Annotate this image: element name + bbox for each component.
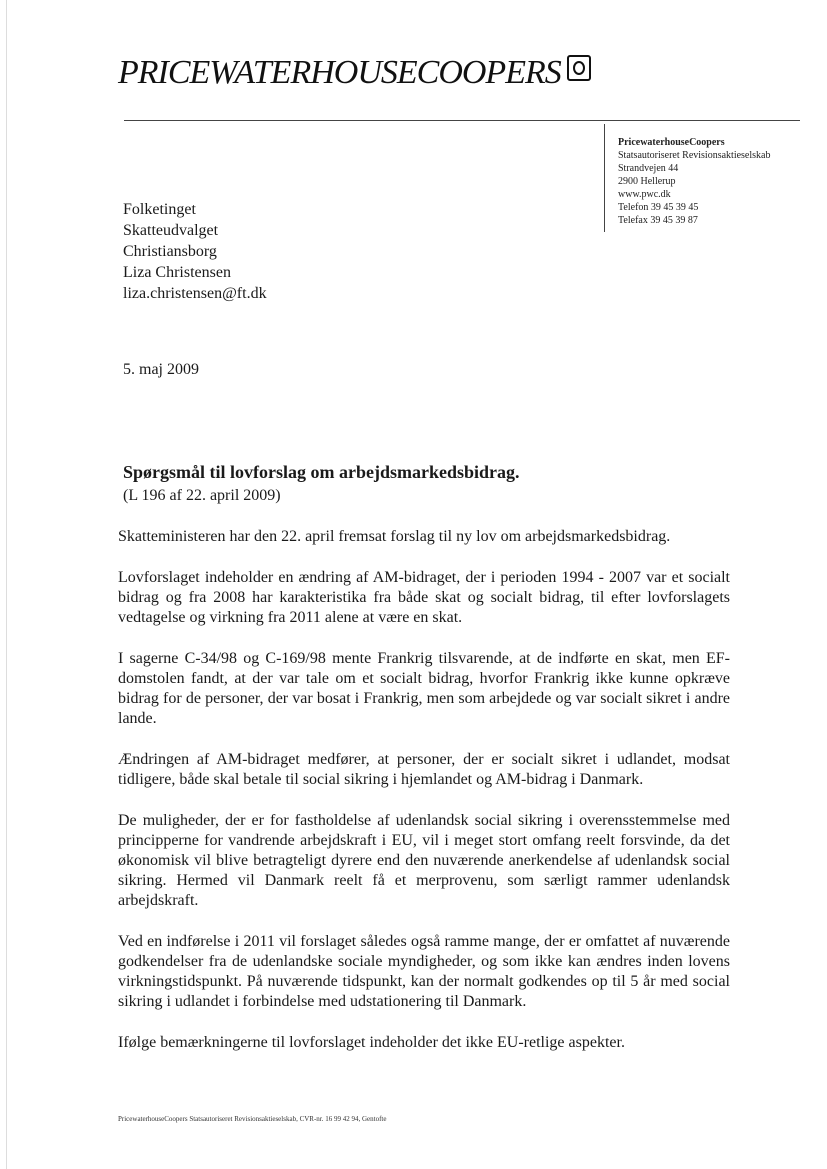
recipient-address (123, 199, 267, 304)
subject-title: Spørgsmål til lovforslag om arbejdsmarkedsbidrag. (123, 462, 520, 482)
recipient-line: Skatteudvalget (123, 222, 219, 239)
sender-fax: Telefax 39 45 39 87 (618, 215, 698, 226)
sender-line: Statsautoriseret Revisionsaktieselskab (618, 150, 771, 161)
header-rule (124, 120, 800, 121)
body-paragraph: Ændringen af AM-bidraget medfører, at personer, der er socialt sikret i udlandet, modsat tidligere, både skal betale til social sikring i hjemlandet og AM-bidrag i Danmark. (118, 751, 730, 788)
logo-seal-icon (567, 55, 591, 81)
body-paragraph: Lovforslaget indeholder en ændring af AM-bidraget, der i perioden 1994 - 2007 var et socialt bidrag og fra 2008 har karakteristika fra både skat og socialt bidrag, til efter lovforslagets vedtagelse og virkning fra 2011 alene at være en skat. (118, 569, 730, 626)
body-paragraph: Ved en indførelse i 2011 vil forslaget således også ramme mange, der er omfattet af nuværende godkendelser fra de udenlandske sociale myndigheder, og som ikke kan ændres inden lovens virkningstidspunkt. På nuværende tidspunkt, kan der normalt godkendes op til 5 år med social sikring i udlandet i forbindelse med udstationering til Danmark. (118, 933, 730, 1010)
sender-line: 2900 Hellerup (618, 176, 676, 187)
sender-website: www.pwc.dk (618, 189, 671, 200)
sender-line: Strandvejen 44 (618, 163, 679, 174)
page-footer: PricewaterhouseCoopers Statsautoriseret Revisionsaktieselskab, CVR-nr. 16 99 42 94, Gentofte (118, 1115, 387, 1123)
letter-date: 5. maj 2009 (123, 361, 199, 378)
body-paragraph: Ifølge bemærkningerne til lovforslaget indeholder det ikke EU-retlige aspekter. (118, 1034, 625, 1051)
sender-divider (604, 124, 605, 232)
body-paragraph: De muligheder, der er for fastholdelse af udenlandsk social sikring i overensstemmelse med principperne for vandrende arbejdskraft i EU, vil i meget stort omfang reelt forsvinde, da det økonomisk vil blive betragteligt dyrere end den nuværende anerkendelse af udenlandsk social sikring. Hermed vil Danmark reelt få et merprovenu, som særligt rammer udenlandsk arbejdskraft. (118, 812, 730, 909)
company-logo (118, 54, 591, 92)
page-edge (6, 0, 7, 1169)
recipient-line: Liza Christensen (123, 264, 231, 281)
logo-text: PRICEWATERHOUSECOOPERS (118, 54, 561, 91)
sender-phone: Telefon 39 45 39 45 (618, 202, 699, 213)
sender-address (618, 136, 770, 227)
subject-reference: (L 196 af 22. april 2009) (123, 487, 281, 504)
recipient-line: Christiansborg (123, 243, 217, 260)
recipient-line: Folketinget (123, 201, 196, 218)
body-paragraph: Skatteministeren har den 22. april fremsat forslag til ny lov om arbejdsmarkedsbidrag. (118, 528, 671, 545)
recipient-email: liza.christensen@ft.dk (123, 285, 267, 302)
body-paragraph: I sagerne C-34/98 og C-169/98 mente Frankrig tilsvarende, at de indførte en skat, men EF-domstolen fandt, at der var tale om et socialt bidrag, hvorfor Frankrig ikke kunne opkræve bidrag for de personer, der var bosat i Frankrig, men som arbejdede og var socialt sikret i andre lande. (118, 650, 730, 727)
sender-name: PricewaterhouseCoopers (618, 137, 725, 148)
letter-body (118, 527, 730, 1074)
